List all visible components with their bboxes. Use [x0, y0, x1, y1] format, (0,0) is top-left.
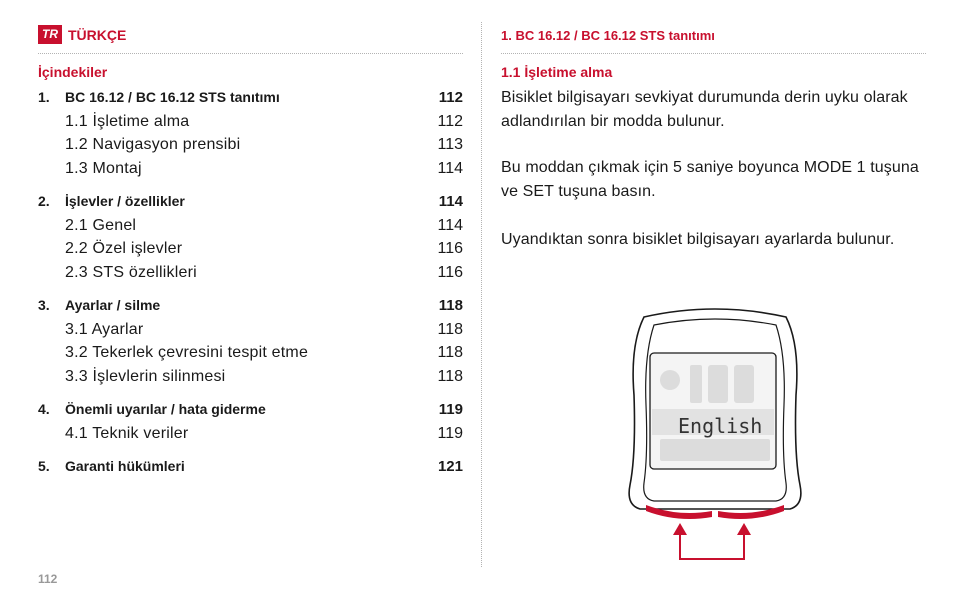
body-paragraph: Bisiklet bilgisayarı sevkiyat durumunda derin uyku olarak adlandırılan bir modda bulunur. [501, 89, 908, 130]
subsection-heading: 1.1 İşletime alma [501, 64, 613, 80]
toc-section-title: Ayarlar / silme [65, 297, 161, 313]
language-label: TÜRKÇE [68, 26, 127, 43]
toc-item-title: 3.3 İşlevlerin silinmesi [65, 367, 226, 385]
toc-item[interactable] [38, 110, 463, 134]
toc-section[interactable] [38, 455, 463, 479]
toc-section[interactable] [38, 190, 463, 214]
toc-item[interactable] [38, 261, 463, 285]
toc-item[interactable] [38, 157, 463, 181]
toc-section-title: Garanti hükümleri [65, 458, 185, 474]
toc-page-number: 114 [437, 216, 463, 234]
toc-page-number: 112 [438, 89, 463, 106]
toc-section[interactable] [38, 398, 463, 422]
toc-section-number: 4. [38, 401, 50, 417]
toc-section-title: Önemli uyarılar / hata giderme [65, 401, 266, 417]
toc-item-title: 3.1 Ayarlar [65, 320, 144, 338]
bike-computer-illustration [620, 305, 810, 575]
toc-item-title: 2.2 Özel işlevler [65, 240, 183, 257]
toc-item[interactable] [38, 214, 463, 238]
toc-item[interactable] [38, 422, 463, 446]
toc-item-title: 2.3 STS özellikleri [65, 263, 197, 281]
toc-item[interactable] [38, 341, 463, 365]
toc-section-title: İşlevler / özellikler [65, 193, 185, 209]
toc-section[interactable] [38, 86, 463, 110]
toc-section[interactable] [38, 294, 463, 318]
toc-item-title: 1.2 Navigasyon prensibi [65, 136, 241, 153]
toc-section-number: 1. [38, 89, 50, 105]
divider-left [38, 53, 463, 54]
toc-page-number: 118 [437, 320, 463, 338]
toc-item[interactable] [38, 237, 463, 261]
toc-item[interactable] [38, 365, 463, 389]
toc-section-title: BC 16.12 / BC 16.12 STS tanıtımı [65, 89, 280, 105]
language-badge: TR [38, 25, 62, 44]
toc-page-number: 118 [437, 367, 463, 385]
toc-page-number: 118 [437, 344, 463, 361]
toc-section-number: 3. [38, 297, 50, 313]
toc-page-number: 114 [438, 193, 463, 210]
page-number: 112 [38, 572, 58, 586]
device-display-text: English [678, 414, 763, 438]
body-paragraph: Bu moddan çıkmak için 5 saniye boyunca MODE 1 tuşuna ve SET tuşuna basın. [501, 159, 919, 200]
toc-item-title: 4.1 Teknik veriler [65, 424, 189, 442]
toc-page-number: 121 [437, 458, 463, 475]
toc-page-number: 119 [437, 424, 463, 442]
table-of-contents [38, 86, 463, 479]
toc-item[interactable] [38, 133, 463, 157]
press-buttons-arrow-icon [680, 530, 744, 559]
language-header [38, 25, 126, 44]
body-paragraph: Uyandıktan sonra bisiklet bilgisayarı ayarlarda bulunur. [501, 231, 895, 248]
toc-item-title: 2.1 Genel [65, 216, 137, 234]
divider-right [501, 53, 926, 54]
toc-page-number: 116 [437, 263, 463, 281]
toc-page-number: 112 [437, 112, 463, 130]
column-separator [481, 22, 482, 567]
toc-section-number: 5. [38, 458, 50, 474]
toc-page-number: 116 [437, 240, 463, 257]
toc-item-title: 1.3 Montaj [65, 159, 142, 177]
toc-item[interactable] [38, 318, 463, 342]
toc-page-number: 119 [438, 401, 463, 418]
toc-item-title: 3.2 Tekerlek çevresini tespit etme [65, 344, 309, 361]
toc-section-number: 2. [38, 193, 50, 209]
section-heading: 1. BC 16.12 / BC 16.12 STS tanıtımı [501, 28, 715, 43]
toc-page-number: 113 [437, 136, 463, 153]
toc-page-number: 118 [438, 297, 463, 314]
toc-page-number: 114 [437, 159, 463, 177]
toc-heading: İçindekiler [38, 64, 108, 80]
toc-item-title: 1.1 İşletime alma [65, 112, 190, 130]
